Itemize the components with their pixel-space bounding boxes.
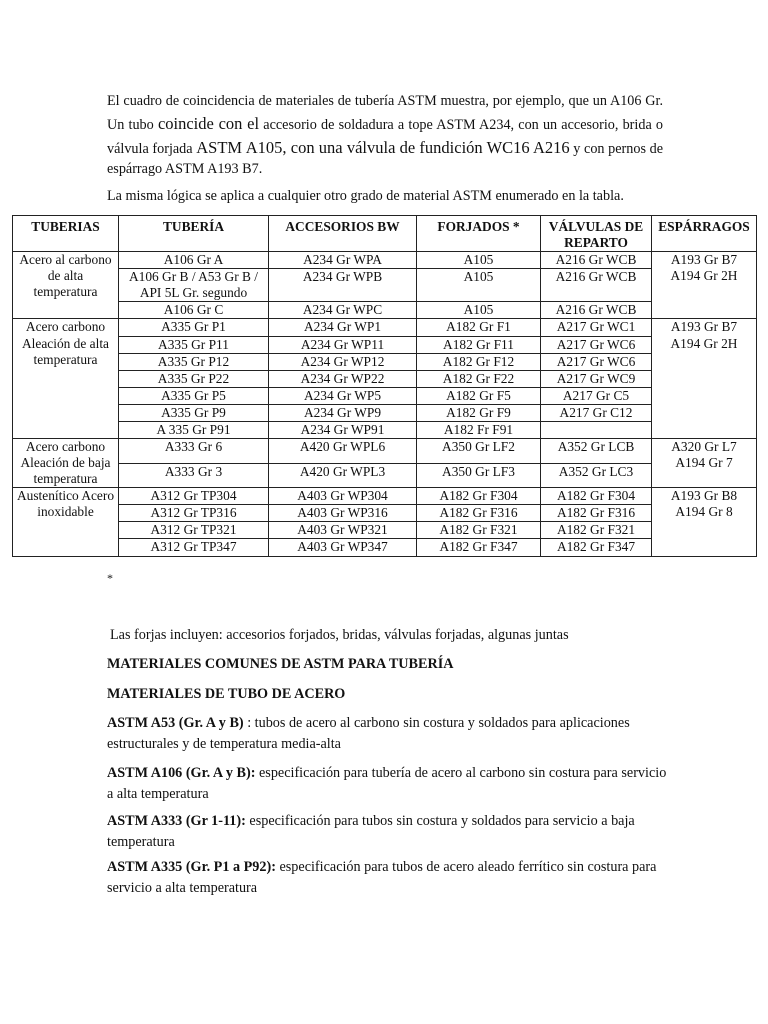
- bolts-cell: A320 Gr L7 A194 Gr 7: [652, 439, 757, 488]
- table-cell: A182 Fr F91: [417, 421, 541, 438]
- header-cell: VÁLVULAS DE REPARTO: [541, 216, 652, 252]
- table-cell: A312 Gr TP347: [119, 539, 269, 556]
- table-row: [13, 387, 757, 404]
- spec-text: especificación para tubos sin costura y soldados para servicio a baja temperatura: [107, 813, 635, 850]
- table-cell: A234 Gr WP91: [269, 421, 417, 438]
- table-cell: A 335 Gr P91: [119, 421, 269, 438]
- table-cell: A182 Gr F316: [541, 505, 652, 522]
- intro-line2: La misma lógica se aplica a cualquier otro grado de material ASTM enumerado en la tabla.: [107, 188, 624, 204]
- table-cell: A333 Gr 3: [119, 463, 269, 488]
- table-cell: A234 Gr WPB: [269, 269, 417, 302]
- table-cell: A217 Gr C5: [541, 387, 652, 404]
- table-cell: A105: [417, 252, 541, 269]
- group-label-cell: Acero carbono Aleación de baja temperatura: [13, 439, 119, 488]
- table-cell: A335 Gr P1: [119, 319, 269, 336]
- spec-name: ASTM A335 (Gr. P1 a P92):: [107, 859, 276, 875]
- table-cell: A106 Gr B / A53 Gr B / API 5L Gr. segundo: [119, 269, 269, 302]
- bolts-cell: A193 Gr B8 A194 Gr 8: [652, 488, 757, 556]
- table-row: [13, 488, 757, 505]
- footnote-star: *: [107, 571, 113, 585]
- table-cell: A234 Gr WP9: [269, 404, 417, 421]
- heading-common-materials: MATERIALES COMUNES DE ASTM PARA TUBERÍA: [107, 656, 454, 672]
- table-cell: A182 Gr F347: [417, 539, 541, 556]
- table-cell: A217 Gr WC9: [541, 370, 652, 387]
- forging-footnote: Las forjas incluyen: accesorios forjados, bridas, válvulas forjadas, algunas juntas: [110, 627, 569, 643]
- table-cell: A234 Gr WP1: [269, 319, 417, 336]
- table-cell: A182 Gr F22: [417, 370, 541, 387]
- table-cell: A335 Gr P12: [119, 353, 269, 370]
- spec-text: especificación para tubería de acero al carbono sin costura para servicio a alta temperatura: [107, 765, 667, 802]
- spec-paragraph: [107, 857, 667, 898]
- table-cell: A234 Gr WP11: [269, 336, 417, 353]
- group-label-cell: Austenítico Acero inoxidable: [13, 488, 119, 556]
- bolts-cell: A193 Gr B7 A194 Gr 2H: [652, 319, 757, 439]
- spec-name: ASTM A333 (Gr 1-11):: [107, 813, 246, 829]
- table-cell: A234 Gr WP22: [269, 370, 417, 387]
- group-label-cell: Acero al carbono de alta temperatura: [13, 252, 119, 319]
- intro-part4: ASTM: [196, 137, 243, 157]
- table-cell: A234 Gr WP12: [269, 353, 417, 370]
- table-row: [13, 269, 757, 302]
- table-cell: A352 Gr LC3: [541, 463, 652, 488]
- header-cell: ESPÁRRAGOS: [652, 216, 757, 252]
- table-row: [13, 505, 757, 522]
- table-cell: A182 Gr F347: [541, 539, 652, 556]
- table-row: [13, 370, 757, 387]
- table-row: [13, 439, 757, 464]
- table-cell: A182 Gr F1: [417, 319, 541, 336]
- table-cell: A105: [417, 269, 541, 302]
- intro-part1: El cuadro de coincidencia de materiales de tubería ASTM muestra, por ejemplo, que un A106 Gr. Un tubo: [107, 93, 663, 133]
- table-cell: A352 Gr LCB: [541, 439, 652, 464]
- table-cell: A106 Gr A: [119, 252, 269, 269]
- heading-steel-pipe: MATERIALES DE TUBO DE ACERO: [107, 686, 346, 702]
- intro-part3: accesorio de soldadura a tope ASTM A234, con un accesorio, brida o válvula forjada: [107, 116, 664, 157]
- table-cell: A182 Gr F316: [417, 505, 541, 522]
- table-row: [13, 404, 757, 421]
- table-cell: A420 Gr WPL6: [269, 439, 417, 464]
- bolts-cell: A193 Gr B7 A194 Gr 2H: [652, 252, 757, 319]
- table-cell: A403 Gr WP304: [269, 488, 417, 505]
- spec-paragraph: [107, 763, 667, 804]
- table-cell: A182 Gr F9: [417, 404, 541, 421]
- table-row: [13, 522, 757, 539]
- intro-part6: y con pernos de espárrago ASTM A193 B7.: [107, 140, 664, 178]
- table-cell: A403 Gr WP321: [269, 522, 417, 539]
- table-cell: A312 Gr TP304: [119, 488, 269, 505]
- table-cell: A182 Gr F5: [417, 387, 541, 404]
- header-cell: TUBERIAS: [13, 216, 119, 252]
- spec-text: : tubos de acero al carbono sin costura y soldados para aplicaciones estructurales y de temperatura media-alta: [107, 715, 630, 752]
- table-cell: A350 Gr LF2: [417, 439, 541, 464]
- table-header-row: [13, 216, 757, 252]
- table-row: [13, 353, 757, 370]
- table-cell: A333 Gr 6: [119, 439, 269, 464]
- table-cell: A105: [417, 302, 541, 319]
- table-cell: A182 Gr F304: [541, 488, 652, 505]
- table-cell: A335 Gr P22: [119, 370, 269, 387]
- spec-text: especificación para tubos de acero aleado ferrítico sin costura para servicio a alta temperatura: [107, 859, 657, 896]
- table-cell: A106 Gr C: [119, 302, 269, 319]
- table-row: [13, 539, 757, 556]
- spec-name: ASTM A106 (Gr. A y B):: [107, 765, 256, 781]
- table-body: [13, 252, 757, 556]
- table-cell: A350 Gr LF3: [417, 463, 541, 488]
- table-row: [13, 336, 757, 353]
- spec-paragraph: [107, 811, 667, 852]
- table-cell: A234 Gr WPC: [269, 302, 417, 319]
- table-row: [13, 463, 757, 488]
- table-cell: A335 Gr P5: [119, 387, 269, 404]
- header-cell: TUBERÍA: [119, 216, 269, 252]
- table-cell: A216 Gr WCB: [541, 302, 652, 319]
- table-cell: A182 Gr F321: [541, 522, 652, 539]
- table-cell: A234 Gr WP5: [269, 387, 417, 404]
- intro-part5: A105, con una válvula de fundición WC16 A216: [245, 137, 570, 157]
- table-cell: A335 Gr P9: [119, 404, 269, 421]
- table-row: [13, 319, 757, 336]
- table-cell: A312 Gr TP321: [119, 522, 269, 539]
- table-cell: A182 Gr F304: [417, 488, 541, 505]
- table-cell: A335 Gr P11: [119, 336, 269, 353]
- header-cell: FORJADOS *: [417, 216, 541, 252]
- table-cell: A182 Gr F11: [417, 336, 541, 353]
- intro-paragraph: [107, 91, 663, 180]
- spec-name: ASTM A53 (Gr. A y B): [107, 715, 244, 731]
- table-cell: A403 Gr WP316: [269, 505, 417, 522]
- table-row: [13, 302, 757, 319]
- table-cell: A217 Gr WC6: [541, 336, 652, 353]
- table-cell: A217 Gr C12: [541, 404, 652, 421]
- table-cell: A312 Gr TP316: [119, 505, 269, 522]
- table-row: [13, 252, 757, 269]
- table-cell: A217 Gr WC6: [541, 353, 652, 370]
- table-cell: A420 Gr WPL3: [269, 463, 417, 488]
- group-label-cell: Acero carbono Aleación de alta temperatura: [13, 319, 119, 439]
- table-cell: A403 Gr WP347: [269, 539, 417, 556]
- material-match-table: [12, 215, 757, 557]
- table-cell: [541, 421, 652, 438]
- table-cell: A216 Gr WCB: [541, 269, 652, 302]
- intro-part2: coincide con el: [157, 113, 260, 133]
- table-row: [13, 421, 757, 438]
- spec-paragraph: [107, 713, 667, 754]
- header-cell: ACCESORIOS BW: [269, 216, 417, 252]
- table-cell: A217 Gr WC1: [541, 319, 652, 336]
- table-cell: A216 Gr WCB: [541, 252, 652, 269]
- table-cell: A182 Gr F321: [417, 522, 541, 539]
- table-cell: A182 Gr F12: [417, 353, 541, 370]
- table-cell: A234 Gr WPA: [269, 252, 417, 269]
